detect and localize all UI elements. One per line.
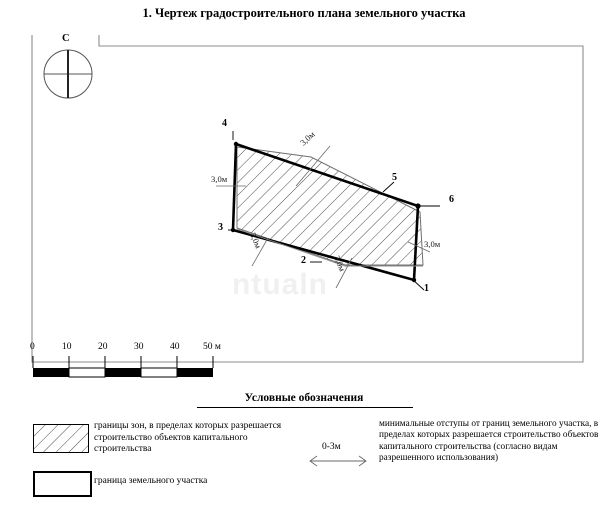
vertex-label-2: 2 [301,255,306,266]
scalebar-tick-20: 20 [98,342,108,352]
scalebar-tick-40: 40 [170,342,180,352]
scalebar-tick-50: 50 м [203,342,221,352]
legend-title: Условные обозначения [244,392,364,404]
dimension-label-right: 3,0м [424,239,441,249]
legend-title-underline [197,407,413,408]
scalebar-tick-30: 30 [134,342,144,352]
vertex-label-3: 3 [218,222,223,233]
dimension-label-left: 3,0м [211,174,228,184]
legend-offset-arrow-icon [308,452,370,470]
compass-rose [44,50,92,98]
vertex-label-6: 6 [449,194,454,205]
dimension-label-top: 3,0м [298,129,317,148]
vertex-label-5: 5 [392,172,397,183]
vertex-label-1: 1 [424,283,429,294]
scalebar-tick-0: 0 [30,342,35,352]
legend-item-label-plot-boundary: граница земельного участка [94,476,208,486]
legend-item-label-min-offsets: минимальные отступы от границ земельного участка, в пределах которых разрешается строительство объектов капитального строительства (согласно видам разрешенного использования) [379,419,599,463]
watermark: ntualn [232,268,328,301]
scale-bar [33,356,213,377]
legend-item-label-buildable-zone: границы зон, в пределах которых разрешается строительство объектов капитального строительства [94,421,282,454]
compass-north-label: С [62,33,70,44]
scalebar-tick-10: 10 [62,342,72,352]
legend-hatch-swatch-fill [33,424,90,454]
page-title: 1. Чертеж градостроительного плана земельного участка [142,6,466,20]
legend-plot-boundary-swatch [33,471,92,497]
dimension-label-bottom-mid: 3,0м [331,254,348,273]
vertex-label-4: 4 [222,118,227,129]
buildable-zone-hatched [237,147,423,265]
legend-offset-value: 0-3м [322,442,341,452]
dimension-label-bottom-left: 3,0м [247,231,264,250]
